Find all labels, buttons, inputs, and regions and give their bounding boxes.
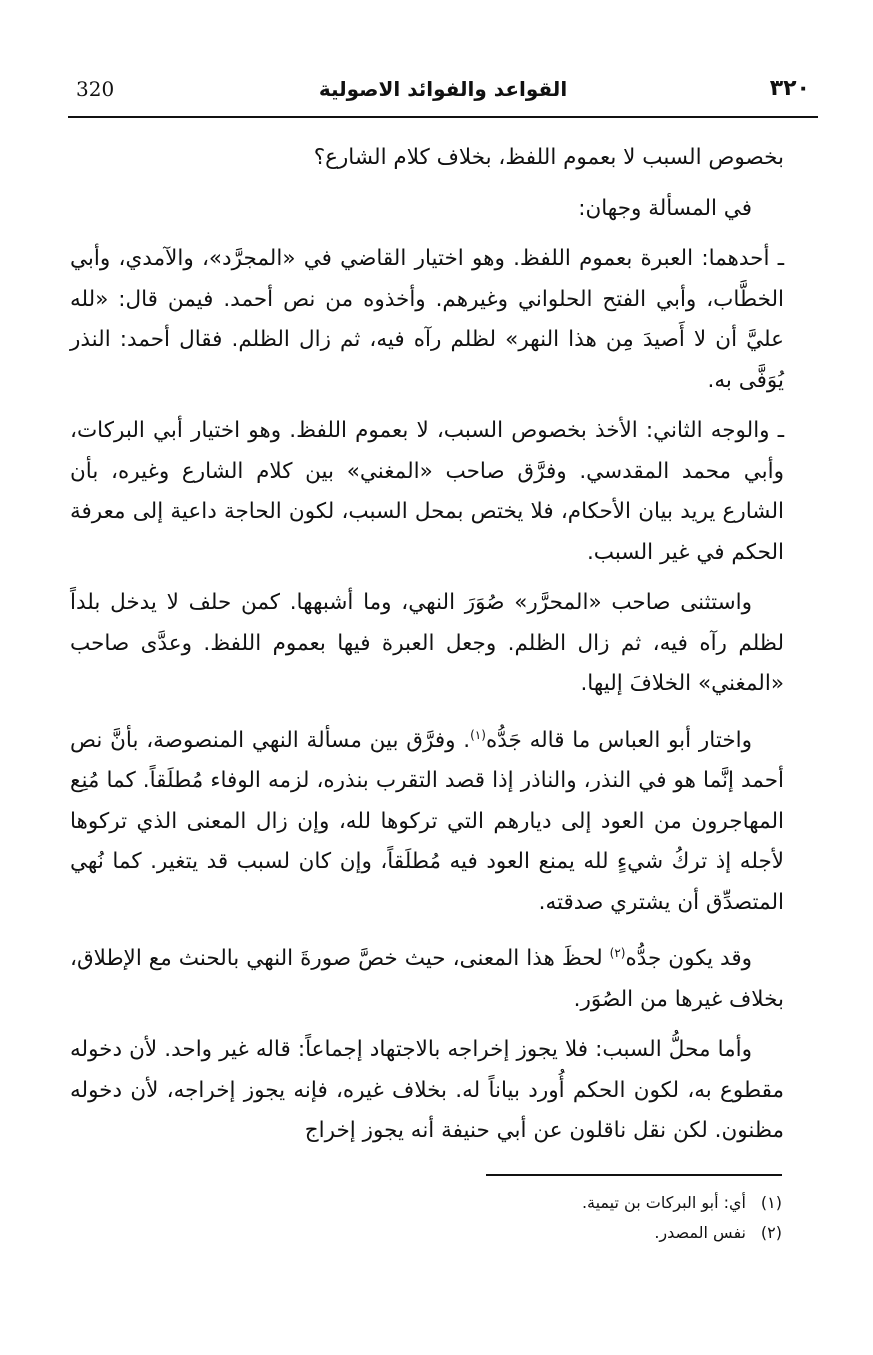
footnote-text: أي: أبو البركات بن تيمية.: [581, 1193, 746, 1212]
page-header: [68, 76, 818, 112]
footnote-marker: (١): [760, 1193, 782, 1212]
paragraph-text: وقد يكون جدُّه: [625, 946, 752, 972]
footnote-divider: [486, 1174, 782, 1176]
paragraph: ـ والوجه الثاني: الأخذ بخصوص السبب، لا بعموم اللفظ. وهو اختيار أبي البركات، وأبي محمد المقدسي. وفرَّق صاحب «المغني» بين كلام الشارع وغيره، بأن الشارع يريد بيان الأحكام، فلا يختص بمحل السبب، لكون الحاجة داعية إلى معرفة الحكم في غير السبب.: [70, 418, 784, 565]
page-number-latin: 320: [76, 77, 115, 101]
paragraph: [70, 933, 784, 1020]
footnote-reference: (٢): [609, 946, 626, 961]
footnotes: [300, 1188, 782, 1248]
paragraph: بخصوص السبب لا بعموم اللفظ، بخلاف كلام الشارع؟: [313, 145, 784, 170]
header-divider: [68, 116, 818, 118]
paragraph-text: واختار أبو العباس ما قاله جَدُّه: [485, 727, 752, 753]
main-text: [70, 138, 784, 1162]
footnote: [300, 1188, 782, 1218]
paragraph-text: لحظَ هذا المعنى، حيث خصَّ صورةَ النهي بالحنث مع الإطلاق، بخلاف غيرها من الصُوَر.: [70, 946, 784, 1012]
footnote-reference: (١): [470, 727, 486, 742]
running-title: القواعد والفوائد الاصولية: [318, 77, 568, 101]
footnote: [300, 1218, 782, 1248]
paragraph-text: . وفرَّق بين مسألة النهي المنصوصة، بأنَّ نص أحمد إنَّما هو في النذر، والناذر إذا قصد التقرب بنذره، لزمه الوفاء مُطلَقاً. كما مُنِع المهاجرون من العود إلى ديارهم التي تركوها لله، وإن زال المعنى الذي تركوها لأجله إذ تركُ شيءٍ لله يمنع العود فيه مُطلَقاً، وإن كان لسبب قد يتغير. كما نُهي المتصدِّق أن يشتري صدقته.: [70, 727, 784, 915]
footnote-marker: (٢): [760, 1223, 782, 1242]
paragraph: ـ أحدهما: العبرة بعموم اللفظ. وهو اختيار القاضي في «المجرَّد»، والآمدي، وأبي الخطَّاب، وأبي الفتح الحلواني وغيرهم. وأخذوه من نص أحمد. فيمن قال: «لله عليَّ أن لا أَصيدَ مِن هذا النهر» لظلم رآه فيه، ثم زال الظلم. فقال أحمد: النذر يُوَفَّى به.: [70, 246, 784, 393]
paragraph: واستثنى صاحب «المحرَّر» صُوَرَ النهي، وما أشبهها. كمن حلف لا يدخل بلداً لظلم رآه فيه، ثم زال الظلم. وجعل العبرة فيها بعموم اللفظ. وعدَّى صاحب «المغني» الخلافَ إليها.: [70, 590, 784, 696]
footnote-text: نفس المصدر.: [654, 1223, 746, 1242]
paragraph: في المسألة وجهان:: [578, 195, 752, 221]
page-number-arabic: ٣٢٠: [769, 76, 810, 101]
paragraph: [70, 715, 784, 924]
paragraph: وأما محلُّ السبب: فلا يجوز إخراجه بالاجتهاد إجماعاً: قاله غير واحد. لأن دخوله مقطوع به، لكون الحكم أُورد بياناً له. بخلاف غيره، فإنه يجوز إخراجه، لأن دخوله مظنون. لكن نقل ناقلون عن أبي حنيفة أنه يجوز إخراج: [70, 1037, 784, 1144]
